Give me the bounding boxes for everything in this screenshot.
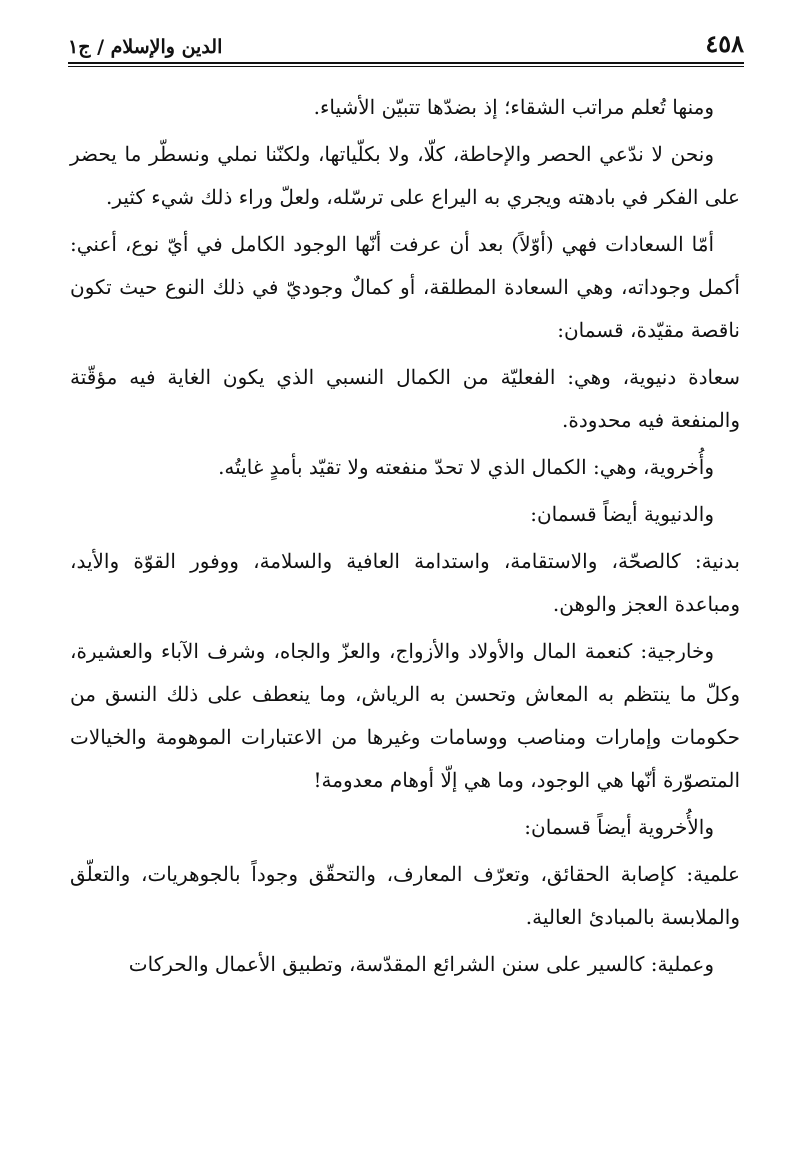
paragraph: بدنية: كالصحّة، والاستقامة، واستدامة العافية والسلامة، ووفور القوّة والأيد، ومباعدة العجز والوهن. bbox=[70, 549, 740, 616]
paragraph: وأُخروية، وهي: الكمال الذي لا تحدّ منفعته ولا تقيّد بأمدٍ غايتُه. bbox=[218, 455, 714, 479]
paragraph: والدنيوية أيضاً قسمان: bbox=[530, 502, 714, 526]
body-text bbox=[70, 86, 740, 990]
paragraph: والأُخروية أيضاً قسمان: bbox=[524, 815, 714, 839]
paragraph: علمية: كإصابة الحقائق، وتعرّف المعارف، والتحقّق وجوداً بالجوهريات، والتعلّق والملابسة بالمبادئ العالية. bbox=[70, 862, 740, 929]
paragraph: وخارجية: كنعمة المال والأولاد والأزواج، والعزّ والجاه، وشرف الآباء والعشيرة، وكلّ ما ينتظم به المعاش وتحسن به الرياش، وما ينعطف على ذلك النسق من حكومات وإمارات ومناصب ووسامات وغيرها من الاعتبارات الموهومة والخيالات المتصوّرة أنّها هي الوجود، وما هي إلّا أوهام معدومة! bbox=[70, 639, 740, 792]
paragraph: وعملية: كالسير على سنن الشرائع المقدّسة، وتطبيق الأعمال والحركات bbox=[128, 952, 714, 976]
paragraph: أمّا السعادات فهي (أوّلاً) بعد أن عرفت أنّها الوجود الكامل في أيّ نوع، أعني: أكمل وجوداته، وهي السعادة المطلقة، أو كمالٌ وجوديّ في ذلك النوع حيث تكون ناقصة مقيّدة، قسمان: bbox=[70, 232, 740, 342]
paragraph: ومنها تُعلم مراتب الشقاء؛ إذ بضدّها تتبيّن الأشياء. bbox=[313, 95, 714, 119]
running-title: الدين والإسلام / ج١ bbox=[68, 36, 223, 58]
header-rule-thin bbox=[68, 66, 744, 67]
paragraph: سعادة دنيوية، وهي: الفعليّة من الكمال النسبي الذي يكون الغاية فيه مؤقّتة والمنفعة فيه محدودة. bbox=[70, 365, 740, 432]
page-header bbox=[68, 22, 744, 58]
paragraph: ونحن لا ندّعي الحصر والإحاطة، كلّا، ولا بكلّياتها، ولكنّنا نملي ونسطّر ما يحضر على الفكر في بادهته ويجري به اليراع على ترسّله، ولعلّ وراء ذلك شيء كثير. bbox=[70, 142, 740, 209]
header-rule bbox=[68, 62, 744, 64]
page-number: ٤٥٨ bbox=[705, 29, 744, 58]
